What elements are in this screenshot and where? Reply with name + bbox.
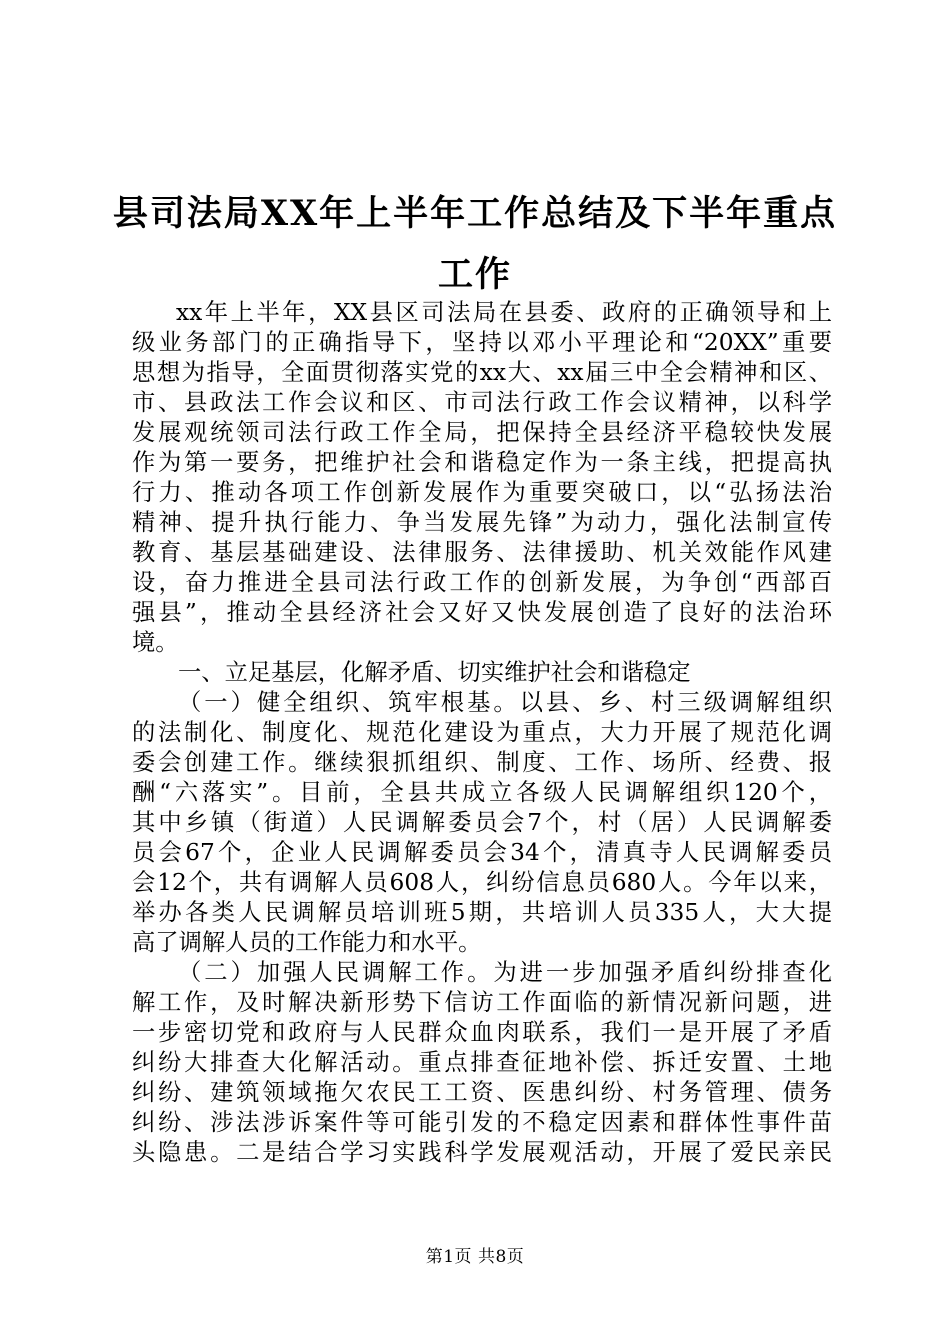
text-line: 高了调解人员的工作能力和水平。	[132, 929, 482, 956]
text-line: 级业务部门的正确指导下，坚持以邓小平理论和“20XX”重要	[132, 329, 832, 356]
text-line: （二）加强人民调解工作。为进一步加强矛盾纠纷排查化	[178, 959, 832, 986]
text-line: 委会创建工作。继续狠抓组织、制度、工作、场所、经费、报	[132, 749, 832, 776]
text-line: 发展观统领司法行政工作全局，把保持全县经济平稳较快发展	[132, 419, 832, 446]
text-line: 纠纷大排查大化解活动。重点排查征地补偿、拆迁安置、土地	[132, 1049, 832, 1076]
text-line: 教育、基层基础建设、法律服务、法律援助、机关效能作风建	[132, 539, 832, 566]
text-line: 的法制化、制度化、规范化建设为重点，大力开展了规范化调	[132, 719, 832, 746]
text-line: 作为第一要务，把维护社会和谐稳定作为一条主线，把提高执	[132, 449, 832, 476]
document-title-line-2: 工作	[437, 254, 512, 295]
section-heading: 一、立足基层，化解矛盾、切实维护社会和谐稳定	[178, 659, 691, 686]
text-line: 头隐患。二是结合学习实践科学发展观活动，开展了爱民亲民	[132, 1139, 832, 1166]
text-line: 设，奋力推进全县司法行政工作的创新发展，为争创“西部百	[132, 569, 832, 596]
text-line: 精神、提升执行能力、争当发展先锋”为动力，强化法制宣传	[132, 509, 832, 536]
text-line: xx年上半年，XX县区司法局在县委、政府的正确领导和上	[176, 299, 832, 326]
text-line: 强县”，推动全县经济社会又好又快发展创造了良好的法治环	[132, 599, 832, 626]
text-line: 纠纷、建筑领域拖欠农民工工资、医患纠纷、村务管理、债务	[132, 1079, 832, 1106]
text-line: 会12个，共有调解人员608人，纠纷信息员680人。今年以来，	[132, 869, 832, 896]
text-line: 思想为指导，全面贯彻落实党的xx大、xx届三中全会精神和区、	[132, 359, 832, 386]
text-line: 举办各类人民调解员培训班5期，共培训人员335人，大大提	[132, 899, 832, 926]
document-body	[132, 298, 832, 1168]
text-line: 解工作，及时解决新形势下信访工作面临的新情况新问题，进	[132, 989, 832, 1016]
document-title-line-1: 县司法局XX年上半年工作总结及下半年重点	[112, 193, 838, 234]
text-line: 市、县政法工作会议和区、市司法行政工作会议精神，以科学	[132, 389, 832, 416]
text-line: 其中乡镇（街道）人民调解委员会7个，村（居）人民调解委	[132, 809, 832, 836]
page-footer: 第1页 共8页	[425, 1247, 525, 1267]
text-line: 纠纷、涉法涉诉案件等可能引发的不稳定因素和群体性事件苗	[132, 1109, 832, 1136]
text-line: 一步密切党和政府与人民群众血肉联系，我们一是开展了矛盾	[132, 1019, 832, 1046]
text-line: 员会67个，企业人民调解委员会34个，清真寺人民调解委员	[132, 839, 832, 866]
text-line: 行力、推动各项工作创新发展作为重要突破口，以“弘扬法治	[132, 479, 832, 506]
text-line: 酬“六落实”。目前，全县共成立各级人民调解组织120个，	[132, 779, 832, 806]
text-line: （一）健全组织、筑牢根基。以县、乡、村三级调解组织	[178, 689, 832, 716]
text-line: 境。	[132, 629, 179, 656]
